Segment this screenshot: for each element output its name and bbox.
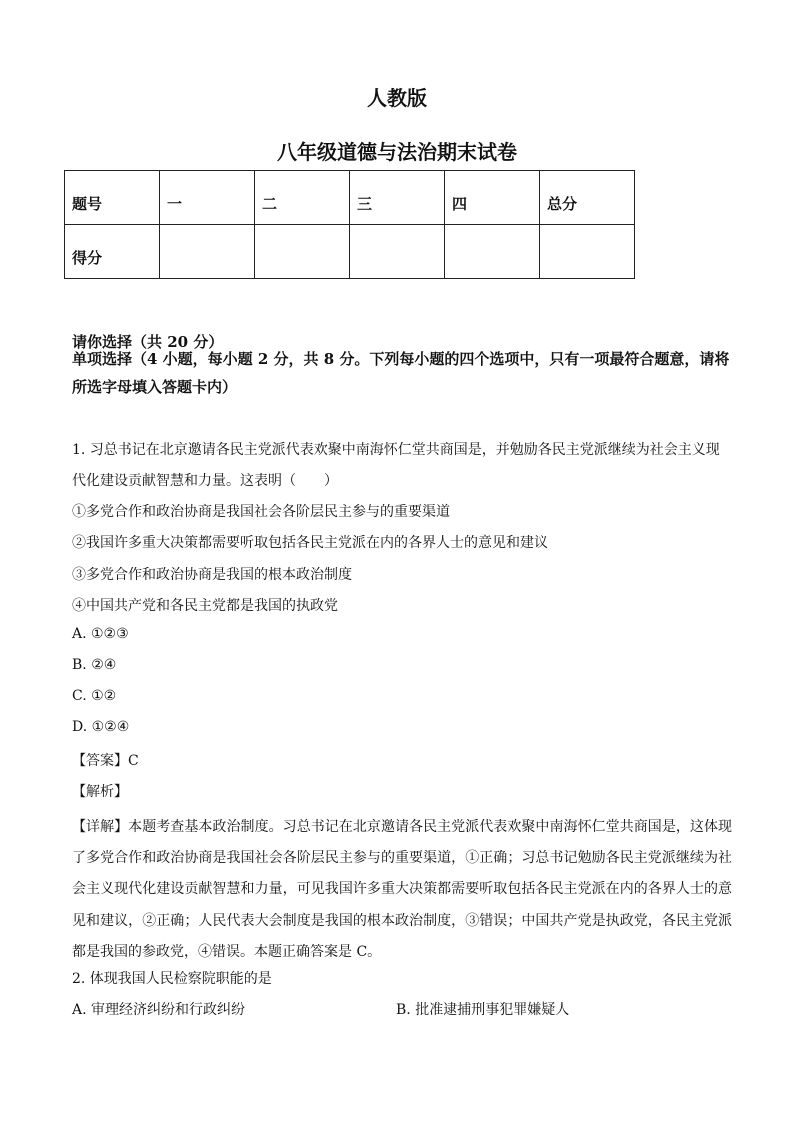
q1-option-b: B. ②④ <box>72 657 117 673</box>
score-cell: 得分 <box>65 225 160 279</box>
q1-detail-paragraph: 【详解】本题考查基本政治制度。习总书记在北京邀请各民主党派代表欢聚中南海怀仁堂共商国是，这体现了多党合作和政治协商是我国社会各阶层民主参与的重要渠道，①正确；习总书记勉励各民主党派继续为社会主义现代化建设贡献智慧和力量，可见我国许多重大决策都需要听取包括各民主党派在内的各界人士的意见和建议，②正确；人民代表大会制度是我国的根本政治制度，③错误；中国共产党是执政党，各民主党派都是我国的参政党，④错误。本题正确答案是 C。 <box>72 819 732 960</box>
score-table-header-row <box>65 171 635 225</box>
publisher-title: 人教版 <box>367 86 427 110</box>
q1-option-a: A. ①②③ <box>72 626 129 642</box>
score-cell <box>445 225 540 279</box>
score-table <box>64 170 635 279</box>
score-cell: 题号 <box>65 171 160 225</box>
q1-stem-line1: 1. 习总书记在北京邀请各民主党派代表欢聚中南海怀仁堂共商国是，并勉励各民主党派继续为社会主义现 <box>72 442 720 458</box>
q1-statement: ④中国共产党和各民主党都是我国的执政党 <box>72 598 338 614</box>
q1-analysis-label: 【解析】 <box>72 784 128 800</box>
score-cell <box>160 225 255 279</box>
q1-option-d: D. ①②④ <box>72 719 130 735</box>
score-cell <box>255 225 350 279</box>
q1-option-c: C. ①② <box>72 688 117 704</box>
q2-option-b: B. 批准逮捕刑事犯罪嫌疑人 <box>396 1002 570 1018</box>
q1-statement: ③多党合作和政治协商是我国的根本政治制度 <box>72 567 352 583</box>
q1-answer: 【答案】C <box>72 753 139 769</box>
score-cell: 总分 <box>540 171 635 225</box>
score-cell <box>350 225 445 279</box>
q1-statement: ①多党合作和政治协商是我国社会各阶层民主参与的重要渠道 <box>72 504 450 520</box>
q1-statement: ②我国许多重大决策都需要听取包括各民主党派在内的各界人士的意见和建议 <box>72 535 548 551</box>
section-instruction: 单项选择（4 小题，每小题 2 分，共 8 分。下列每小题的四个选项中，只有一项最符合题意，请将所选字母填入答题卡内） <box>72 350 730 396</box>
q2-option-a: A. 审理经济纠纷和行政纠纷 <box>72 1002 246 1018</box>
exam-title: 八年级道德与法治期末试卷 <box>277 140 517 164</box>
q2-stem: 2. 体现我国人民检察院职能的是 <box>72 971 272 987</box>
section-heading: 请你选择（共 20 分） <box>72 333 224 351</box>
score-cell: 一 <box>160 171 255 225</box>
score-cell: 三 <box>350 171 445 225</box>
score-cell: 二 <box>255 171 350 225</box>
score-table-score-row <box>65 225 635 279</box>
q1-stem-line2: 代化建设贡献智慧和力量。这表明（ ） <box>72 473 338 489</box>
score-cell <box>540 225 635 279</box>
score-cell: 四 <box>445 171 540 225</box>
